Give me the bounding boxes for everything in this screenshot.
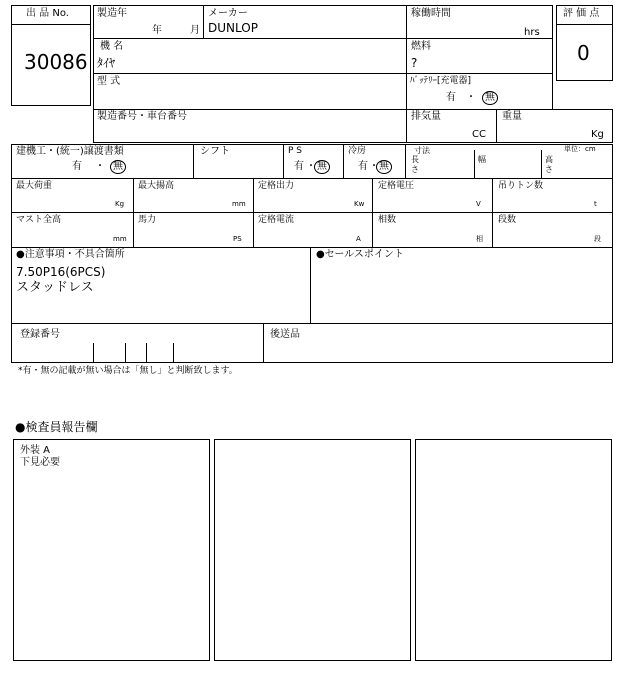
r1-col-3 — [343, 144, 344, 178]
caution-label: ●注意事項・不具合箇所 — [16, 249, 125, 260]
rated-voltage-label: 定格電圧 — [378, 181, 415, 191]
battery-no-circled: 無 — [482, 91, 498, 105]
battery-sep: ・ — [466, 92, 476, 103]
inspector-box-2 — [214, 439, 411, 661]
rated-output-unit: Kw — [354, 200, 365, 208]
hoist-label: 吊りトン数 — [498, 181, 544, 191]
serial-col-line-2 — [496, 109, 497, 143]
mast-label: マスト全高 — [16, 215, 62, 225]
sales-point-label: ●セールスポイント — [316, 249, 404, 260]
transfer-no-circled: 無 — [110, 160, 126, 174]
inspector-note-2: 下見必要 — [20, 457, 60, 468]
header-row-line-2 — [93, 73, 553, 74]
r2-col-4 — [492, 178, 493, 248]
length-label-2: さ — [411, 165, 419, 174]
aircon-sep: ・ — [369, 161, 379, 172]
displacement-unit: CC — [472, 129, 486, 140]
dims-label: 寸法 — [414, 146, 430, 155]
weight-unit: Kg — [591, 129, 604, 140]
steps-label: 段数 — [498, 215, 517, 225]
height-label: 高 — [545, 155, 553, 164]
steps-unit: 段 — [594, 235, 601, 243]
later-items-label: 後送品 — [270, 329, 300, 340]
year-unit: 年 — [152, 25, 162, 36]
shift-label: シフト — [200, 146, 230, 157]
weight-label: 重量 — [502, 111, 522, 122]
model-value: ﾀｲﾔ — [97, 56, 116, 70]
fuel-label: 燃料 — [411, 41, 431, 52]
aircon-yes: 有 — [358, 161, 368, 172]
inspector-box-1 — [13, 439, 210, 661]
horsepower-label: 馬力 — [138, 215, 157, 225]
registration-label: 登録番号 — [20, 329, 60, 340]
phase-unit: 相 — [476, 235, 483, 243]
ps-no-circled: 無 — [314, 160, 330, 174]
inspector-title: ●検査員報告欄 — [15, 420, 98, 434]
month-unit: 月 — [190, 25, 200, 36]
score-divider — [556, 24, 613, 25]
battery-yes: 有 — [446, 92, 456, 103]
reg-cell-3 — [146, 343, 147, 363]
lot-divider — [11, 24, 91, 25]
max-load-unit: Kg — [115, 200, 125, 208]
caution-line-2: スタッドレス — [16, 280, 94, 295]
battery-label: ﾊﾞｯﾃﾘｰ[充電器] — [410, 76, 472, 86]
r2-col-3 — [372, 178, 373, 248]
ps-sep: ・ — [306, 161, 316, 172]
ps-yes: 有 — [294, 161, 304, 172]
footnote: *有・無の記載が無い場合は「無し」と判断致します。 — [18, 366, 238, 376]
rated-voltage-unit: V — [476, 200, 481, 208]
height-label-2: さ — [545, 165, 553, 174]
inspector-box-3 — [415, 439, 612, 661]
max-load-label: 最大荷重 — [16, 181, 53, 191]
spec-grid — [11, 144, 613, 248]
score-label: 評 価 点 — [563, 8, 600, 19]
serial-label: 製造番号・車台番号 — [97, 111, 187, 122]
spec-row-line-2 — [11, 212, 613, 213]
rated-current-label: 定格電流 — [258, 215, 295, 225]
spec-row-line-1 — [11, 178, 613, 179]
lot-number: 30086 — [24, 50, 88, 74]
header-row-line-1 — [93, 38, 553, 39]
maker-label: メーカー — [208, 8, 248, 19]
registration-box — [11, 323, 613, 363]
type-label: 型 式 — [97, 76, 121, 87]
transfer-label: 建機工・(統一)譲渡書類 — [16, 146, 124, 157]
transfer-yes: 有 — [72, 161, 82, 172]
year-label: 製造年 — [97, 8, 127, 19]
length-label: 長 — [411, 155, 419, 164]
maker-value: DUNLOP — [208, 21, 258, 35]
unit-note: 単位：cm — [564, 145, 596, 153]
r1-col-2 — [283, 144, 284, 178]
header-col-line-2 — [406, 5, 407, 110]
reg-cell-2 — [125, 343, 126, 363]
inspector-note-1: 外装 A — [20, 445, 51, 456]
r2-col-2 — [253, 178, 254, 248]
r1-col-1 — [193, 144, 194, 178]
header-col-line-1 — [203, 5, 204, 38]
width-label: 幅 — [478, 155, 486, 164]
horsepower-unit: PS — [233, 235, 242, 243]
caution-line-1: 7.50P16(6PCS) — [16, 265, 106, 279]
notes-divider — [310, 247, 311, 324]
rated-current-unit: A — [356, 235, 361, 243]
r1-col-5 — [474, 150, 475, 178]
aircon-no-circled: 無 — [376, 160, 392, 174]
phase-label: 相数 — [378, 215, 397, 225]
reg-cell-1 — [93, 343, 94, 363]
r2-col-1 — [133, 178, 134, 248]
model-label: 機 名 — [100, 41, 124, 52]
transfer-sep: ・ — [95, 161, 105, 172]
max-lift-label: 最大揚高 — [138, 181, 175, 191]
mast-unit: mm — [113, 235, 127, 243]
reg-cell-4 — [173, 343, 174, 363]
max-lift-unit: mm — [232, 200, 246, 208]
serial-col-line-1 — [406, 109, 407, 143]
ps-label: P S — [288, 146, 303, 156]
aircon-label: 冷房 — [348, 146, 367, 156]
hours-label: 稼働時間 — [411, 8, 451, 19]
lot-label: 出 品 No. — [26, 8, 69, 19]
hours-unit: hrs — [524, 27, 540, 38]
r1-col-4 — [405, 144, 406, 178]
r1-col-6 — [541, 150, 542, 178]
reg-divider — [263, 323, 264, 363]
hoist-unit: t — [594, 200, 597, 208]
displacement-label: 排気量 — [411, 111, 441, 122]
fuel-value: ? — [411, 56, 418, 70]
score-value: 0 — [577, 41, 590, 65]
rated-output-label: 定格出力 — [258, 181, 295, 191]
